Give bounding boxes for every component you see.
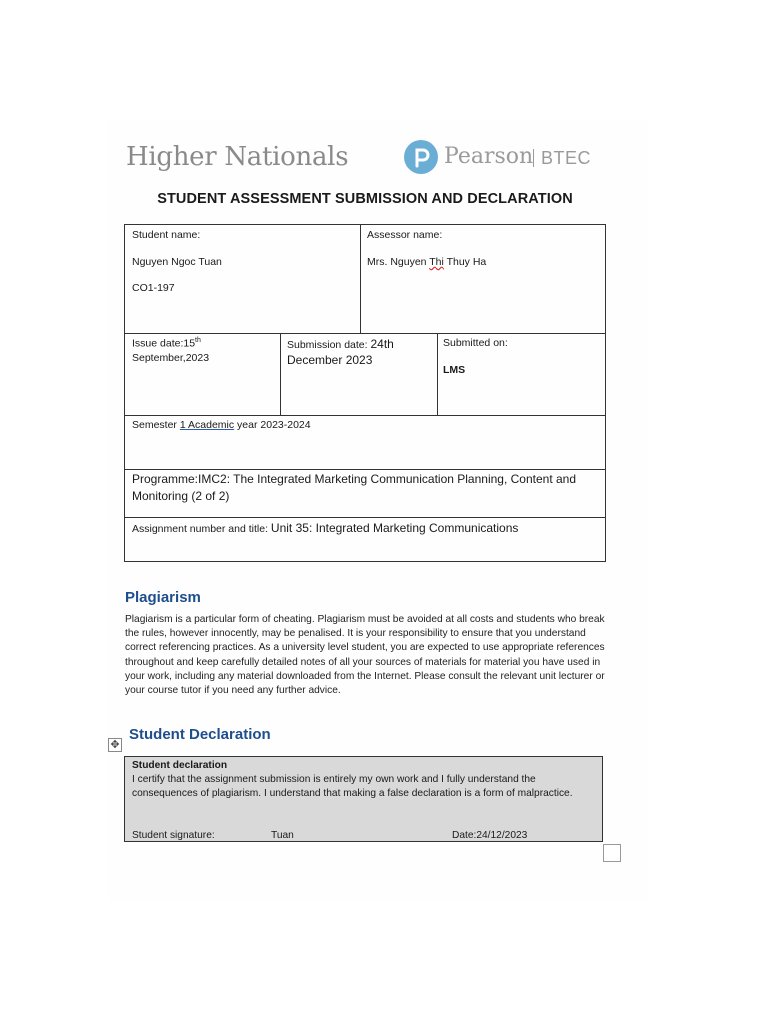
declaration-box-title: Student declaration — [132, 760, 228, 771]
programme-line-1: Programme:IMC2: The Integrated Marketing Communication Planning, Content and — [132, 472, 577, 486]
plagiarism-heading: Plagiarism — [125, 589, 201, 606]
programme-field[interactable] — [132, 471, 602, 505]
higher-nationals-logo-text: Higher Nationals — [126, 142, 349, 172]
programme-line-2: Monitoring (2 of 2) — [132, 489, 230, 503]
semester-year: year 2023-2024 — [234, 419, 311, 431]
submitted-on-value[interactable]: LMS — [443, 364, 466, 376]
issue-date-label: Issue date:15 — [132, 337, 196, 350]
row-divider — [125, 517, 605, 518]
student-declaration-heading: Student Declaration — [129, 726, 271, 743]
submitted-on-label: Submitted on: — [443, 337, 508, 349]
submission-date-field[interactable] — [287, 336, 394, 368]
assessor-name-part: Mrs. Nguyen — [367, 256, 430, 268]
declaration-date[interactable]: Date:24/12/2023 — [452, 830, 528, 841]
signature-label: Student signature: — [132, 830, 215, 841]
declaration-box — [124, 756, 603, 842]
btec-wordmark: BTEC — [541, 148, 592, 168]
assignment-field[interactable] — [132, 520, 518, 536]
assessor-name-part: Thuy Ha — [443, 256, 487, 268]
assignment-label: Assignment number and title: — [132, 523, 268, 535]
spellcheck-flagged-word[interactable]: Thi — [429, 256, 444, 268]
submission-date-day: 24th — [370, 337, 394, 351]
pearson-wordmark: Pearson — [444, 144, 534, 169]
student-name-label: Student name: — [132, 229, 201, 241]
table-move-handle-icon[interactable]: ✥ — [108, 738, 122, 752]
pearson-p-logo-icon — [404, 140, 438, 174]
signature-value[interactable]: Tuan — [271, 830, 294, 841]
row-divider — [125, 469, 605, 470]
row-divider — [125, 333, 605, 334]
student-name-value[interactable]: Nguyen Ngoc Tuan — [132, 256, 222, 268]
col-divider — [280, 333, 281, 415]
plagiarism-paragraph: Plagiarism is a particular form of cheating. Plagiarism must be avoided at all costs and students who break the rules, however innocently, may be penalised. It is your responsibility to ensure that you understand correct referencing practices. As a university level student, you are expected to use appropriate references throughout and keep carefully detailed notes of all your sources of materials for material you have used in your work, including any material downloaded from the Internet. Please consult the relevant unit lecturer or your course tutor if you need any further advice. — [125, 614, 605, 697]
col-divider — [437, 333, 438, 415]
submission-form-table — [124, 224, 606, 562]
semester-label: Semester — [132, 419, 180, 431]
submission-date-label: Submission date: — [287, 339, 368, 351]
grammar-flagged-phrase[interactable]: 1 Academic — [179, 419, 235, 431]
declaration-text: I certify that the assignment submission is entirely my own work and I fully understand the consequences of plagiarism. I understand that making a false declaration is a form of malpractice. — [132, 774, 573, 799]
table-resize-handle-icon[interactable] — [603, 844, 621, 862]
semester-field[interactable] — [132, 418, 311, 432]
row-divider — [125, 415, 605, 416]
issue-date-value[interactable] — [132, 336, 209, 365]
assessor-name-value[interactable] — [367, 255, 486, 269]
submission-date-month: December 2023 — [287, 353, 373, 368]
document-title: STUDENT ASSESSMENT SUBMISSION AND DECLARATION — [157, 191, 573, 207]
assignment-title-value: Unit 35: Integrated Marketing Communications — [270, 521, 519, 535]
student-id-value[interactable]: CO1-197 — [132, 282, 175, 294]
col-divider — [360, 225, 361, 333]
logo-separator — [533, 149, 534, 167]
assessor-name-label: Assessor name: — [367, 229, 443, 241]
issue-date-rest: September,2023 — [132, 351, 210, 364]
issue-date-ordinal: th — [195, 337, 201, 344]
